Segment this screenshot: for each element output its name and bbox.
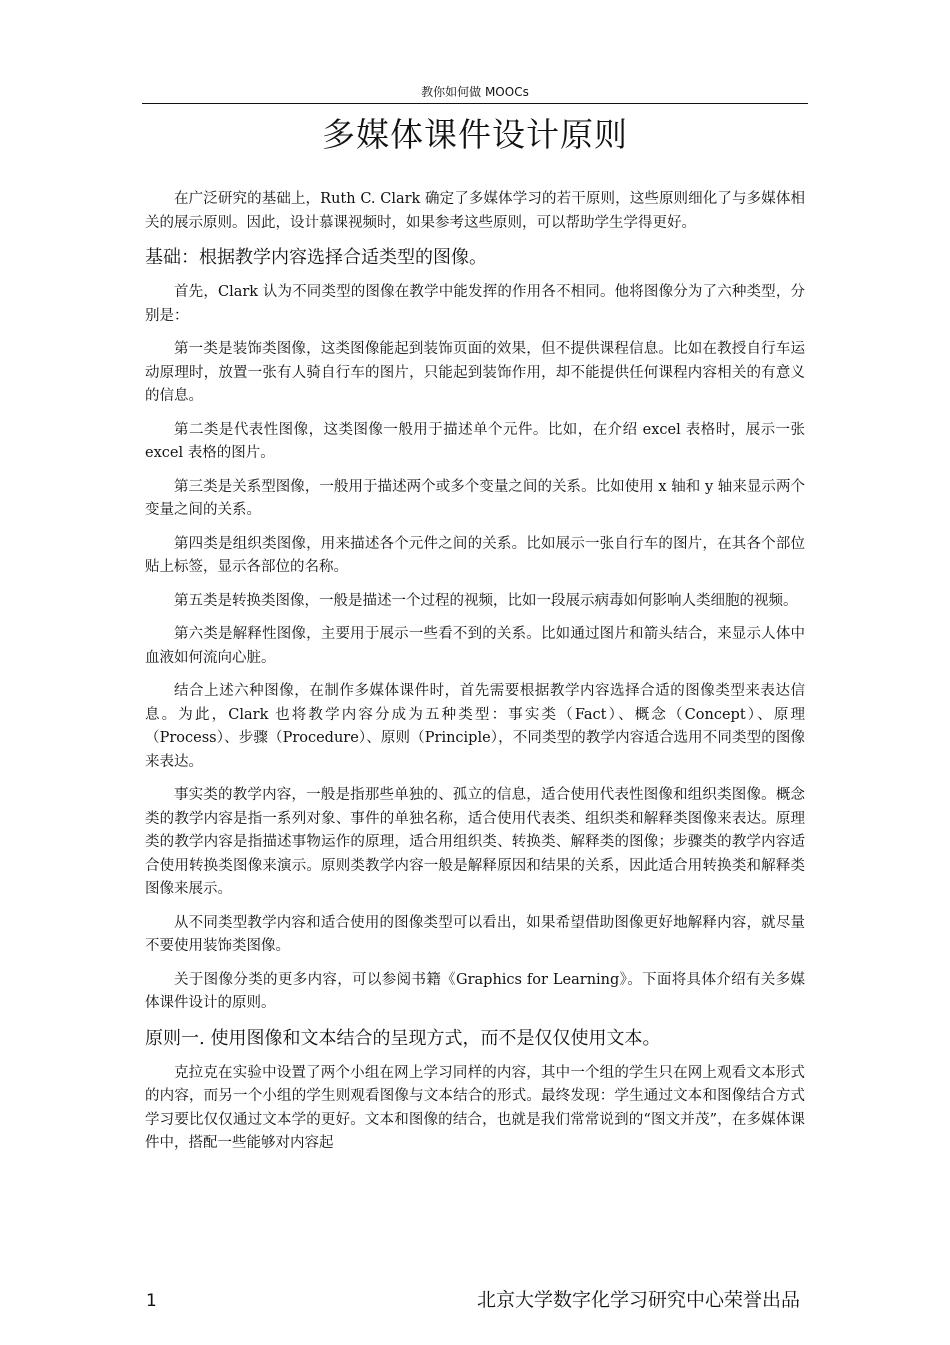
footer-organization: 北京大学数字化学习研究中心荣誉出品 <box>476 1289 800 1311</box>
paragraph-reference: 关于图像分类的更多内容，可以参阅书籍《Graphics for Learning》。下面将具体介绍有关多媒体课件设计的原则。 <box>145 971 805 1011</box>
paragraph-type-matching: 事实类的教学内容，一般是指那些单独的、孤立的信息，适合使用代表性图像和组织类图像。概念类的教学内容是指一系列对象、事件的单独名称，适合使用代表类、组织类和解释类图像来表达。原理类的教学内容是指描述事物运作的原理，适合用组织类、转换类、解释类的图像；步骤类的教学内容适合使用转换类图像来演示。原则类教学内容一般是解释原因和结果的关系，因此适合用转换类和解释类图像来展示。 <box>145 787 805 897</box>
paragraph-content-types: 结合上述六种图像，在制作多媒体课件时，首先需要根据教学内容选择合适的图像类型来表达信息。为此，Clark 也将教学内容分成为五种类型：事实类（Fact）、概念（Concept）、原理（Process）、步骤（Procedure）、原则（Principle），不同类型的教学内容适合选用不同类型的图像来表达。 <box>145 683 805 770</box>
page-number: 1 <box>146 1291 157 1311</box>
paragraph-type-representative: 第二类是代表性图像，这类图像一般用于描述单个元件。比如，在介绍 excel 表格时，展示一张 excel 表格的图片。 <box>145 421 805 461</box>
paragraph-type-interpretive: 第六类是解释性图像，主要用于展示一些看不到的关系。比如通过图片和箭头结合，来显示人体中血液如何流向心脏。 <box>145 626 805 666</box>
paragraph-type-organizational: 第四类是组织类图像，用来描述各个元件之间的关系。比如展示一张自行车的图片，在其各个部位贴上标签，显示各部位的名称。 <box>145 535 805 575</box>
section-heading-foundation: 基础：根据教学内容选择合适类型的图像。 <box>145 247 487 268</box>
intro-paragraph: 在广泛研究的基础上，Ruth C. Clark 确定了多媒体学习的若干原则，这些原则细化了与多媒体相关的展示原则。因此，设计慕课视频时，如果参考这些原则，可以帮助学生学得更好。 <box>145 191 805 231</box>
paragraph-type-transformational: 第五类是转换类图像，一般是描述一个过程的视频，比如一段展示病毒如何影响人类细胞的视频。 <box>174 592 798 609</box>
paragraph-type-relational: 第三类是关系型图像，一般用于描述两个或多个变量之间的关系。比如使用 x 轴和 y 轴来显示两个变量之间的关系。 <box>145 478 805 518</box>
header-rule <box>142 103 808 104</box>
running-header: 教你如何做 MOOCs <box>421 85 529 99</box>
document-title: 多媒体课件设计原则 <box>322 115 628 154</box>
paragraph-principle-1: 克拉克在实验中设置了两个小组在网上学习同样的内容，其中一个组的学生只在网上观看文本形式的内容，而另一个小组的学生则观看图像与文本结合的形式。最终发现：学生通过文本和图像结合方式学习要比仅仅通过文本学的更好。文本和图像的结合，也就是我们常常说到的“图文并茂”，在多媒体课件中，搭配一些能够对内容起 <box>145 1064 805 1151</box>
paragraph-avoid-decorative: 从不同类型教学内容和适合使用的图像类型可以看出，如果希望借助图像更好地解释内容，就尽量不要使用装饰类图像。 <box>145 914 805 954</box>
document-body <box>145 188 805 1166</box>
section-heading-principle-1: 原则一. 使用图像和文本结合的呈现方式，而不是仅仅使用文本。 <box>145 1027 661 1049</box>
paragraph-type-decorative: 第一类是装饰类图像，这类图像能起到装饰页面的效果，但不提供课程信息。比如在教授自行车运动原理时，放置一张有人骑自行车的图片，只能起到装饰作用，却不能提供任何课程内容相关的有意义的信息。 <box>145 341 805 404</box>
paragraph-image-types-intro: 首先，Clark 认为不同类型的图像在教学中能发挥的作用各不相同。他将图像分为了六种类型，分别是： <box>145 284 805 324</box>
